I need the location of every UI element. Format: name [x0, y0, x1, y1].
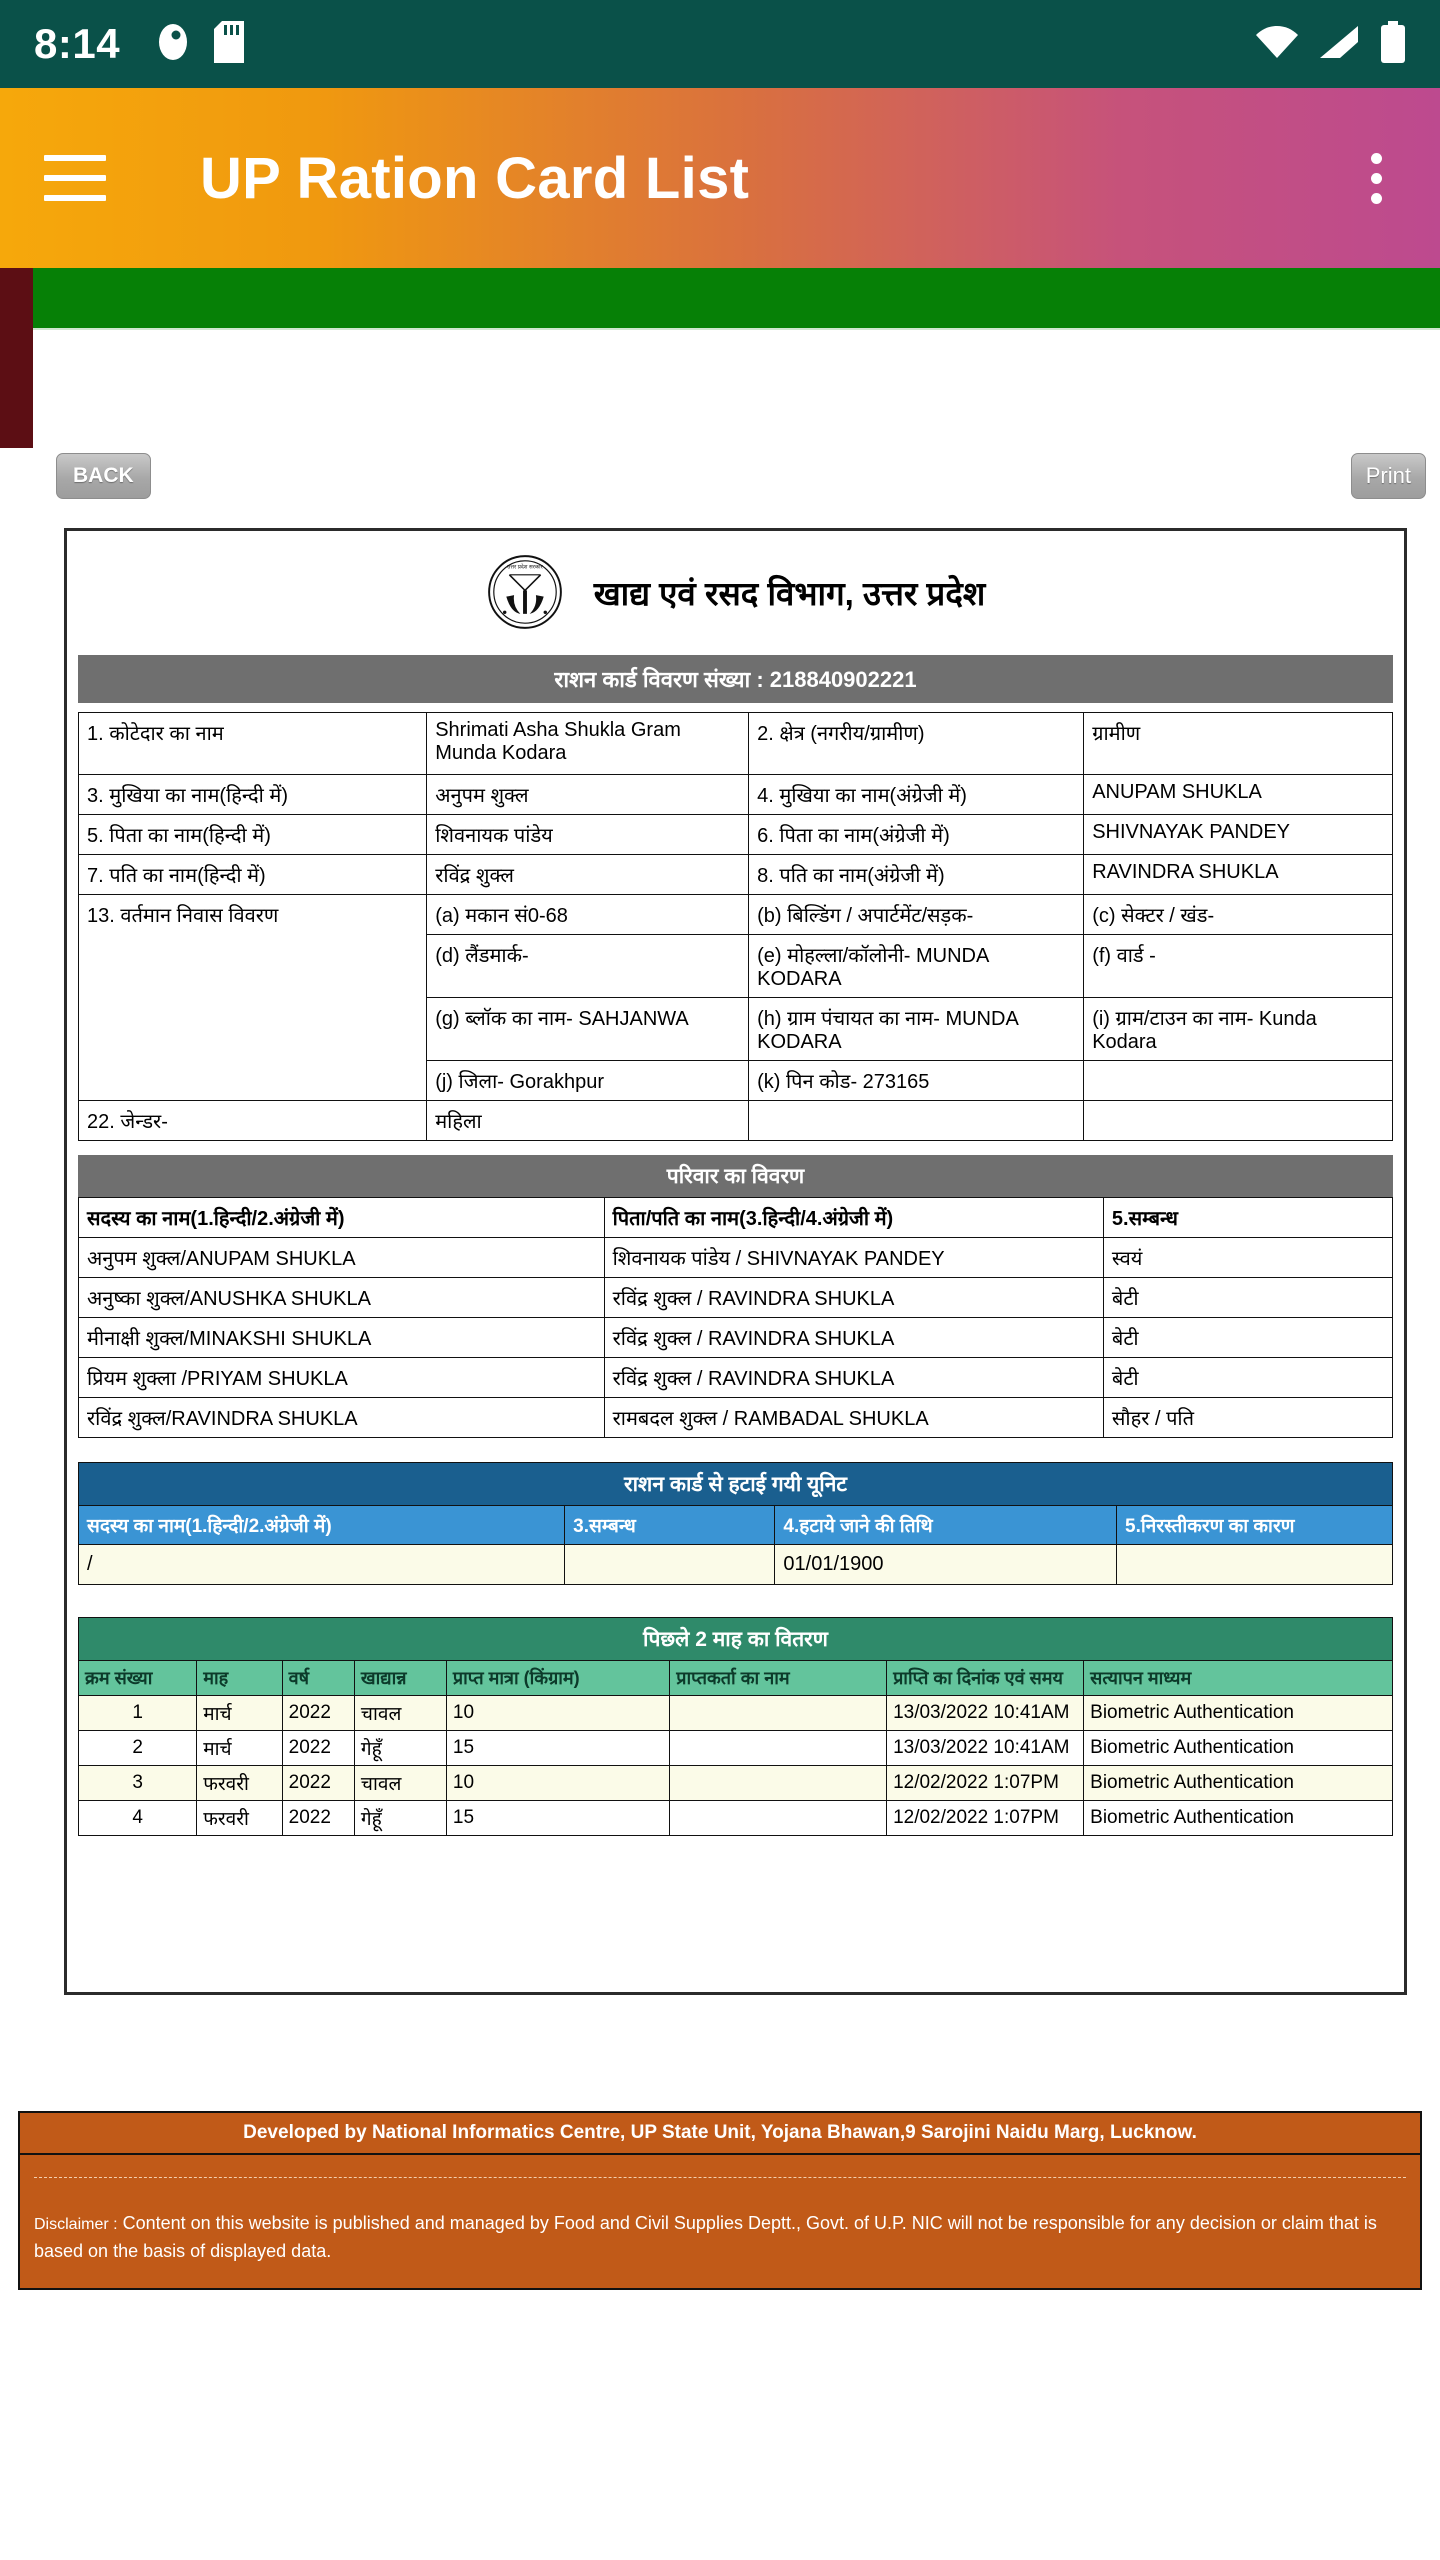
site-footer	[18, 2111, 1422, 2290]
dist-verification: Biometric Authentication	[1084, 1696, 1393, 1731]
footer-developed-by: Developed by National Informatics Centre, UP State Unit, Yojana Bhawan,9 Sarojini Naidu Marg, Lucknow.	[20, 2113, 1420, 2155]
husband-name-english-value: RAVINDRA SHUKLA	[1084, 855, 1393, 895]
hamburger-menu-icon[interactable]	[44, 155, 106, 201]
table-row	[79, 1101, 1393, 1141]
table-row	[79, 855, 1393, 895]
dist-receiver	[670, 1766, 887, 1801]
distribution-section-title: पिछले 2 माह का वितरण	[78, 1617, 1393, 1660]
removed-member-name: /	[79, 1545, 565, 1585]
dist-sno: 1	[79, 1696, 197, 1731]
dist-col-grain: खाद्यान्न	[354, 1661, 446, 1696]
family-guardian-name: रविंद्र शुक्ल / RAVINDRA SHUKLA	[604, 1358, 1103, 1398]
dist-datetime: 12/02/2022 1:07PM	[887, 1766, 1084, 1801]
removed-units-section-title: राशन कार्ड से हटाई गयी यूनिट	[78, 1462, 1393, 1505]
dist-verification: Biometric Authentication	[1084, 1801, 1393, 1836]
head-name-english-label: 4. मुखिया का नाम(अंग्रेजी में)	[749, 775, 1084, 815]
dist-col-year: वर्ष	[282, 1661, 354, 1696]
address-panchayat: (h) ग्राम पंचायत का नाम- MUNDA KODARA	[749, 998, 1084, 1061]
family-relation: बेटी	[1103, 1318, 1392, 1358]
removed-relation	[565, 1545, 775, 1585]
status-bar-notification-icons	[156, 21, 244, 68]
father-name-hindi-label: 5. पिता का नाम(हिन्दी में)	[79, 815, 427, 855]
document-toolbar	[33, 448, 1440, 516]
removed-col-date: 4.हटाये जाने की तिथि	[775, 1506, 1117, 1545]
dealer-name-value: Shrimati Asha Shukla Gram Munda Kodara	[427, 713, 749, 775]
dist-verification: Biometric Authentication	[1084, 1766, 1393, 1801]
head-name-english-value: ANUPAM SHUKLA	[1084, 775, 1393, 815]
address-sector: (c) सेक्टर / खंड-	[1084, 895, 1393, 935]
address-district: (j) जिला- Gorakhpur	[427, 1061, 749, 1101]
family-member-name: अनुपम शुक्ल/ANUPAM SHUKLA	[79, 1238, 605, 1278]
app-notification-icon	[156, 22, 190, 67]
page-bottom-fill	[0, 2290, 1440, 2560]
area-type-label: 2. क्षेत्र (नगरीय/ग्रामीण)	[749, 713, 1084, 775]
status-bar	[0, 0, 1440, 88]
table-row	[79, 775, 1393, 815]
family-guardian-name: शिवनायक पांडेय / SHIVNAYAK PANDEY	[604, 1238, 1103, 1278]
dist-receiver	[670, 1696, 887, 1731]
dist-verification: Biometric Authentication	[1084, 1731, 1393, 1766]
dist-datetime: 13/03/2022 10:41AM	[887, 1731, 1084, 1766]
wifi-icon	[1254, 24, 1300, 65]
table-row	[79, 1358, 1393, 1398]
address-label: 13. वर्तमान निवास विवरण	[79, 895, 427, 1101]
family-member-name: अनुष्का शुक्ल/ANUSHKA SHUKLA	[79, 1278, 605, 1318]
dist-quantity: 15	[446, 1731, 669, 1766]
dist-receiver	[670, 1731, 887, 1766]
family-relation: बेटी	[1103, 1358, 1392, 1398]
dist-month: फरवरी	[197, 1801, 282, 1836]
ration-card-document	[64, 528, 1407, 1995]
footer-disclaimer-label: Disclaimer :	[34, 2216, 118, 2233]
family-member-name: मीनाक्षी शुक्ल/MINAKSHI SHUKLA	[79, 1318, 605, 1358]
address-village: (i) ग्राम/टाउन का नाम- Kunda Kodara	[1084, 998, 1393, 1061]
gender-label: 22. जेन्डर-	[79, 1101, 427, 1141]
husband-name-english-label: 8. पति का नाम(अंग्रेजी में)	[749, 855, 1084, 895]
ration-card-number-bar: राशन कार्ड विवरण संख्या : 218840902221	[78, 655, 1393, 703]
address-empty-cell	[1084, 1061, 1393, 1101]
dist-receiver	[670, 1801, 887, 1836]
family-member-name: रविंद्र शुक्ल/RAVINDRA SHUKLA	[79, 1398, 605, 1438]
uttar-pradesh-government-emblem-icon	[486, 553, 564, 631]
dist-col-verification: सत्यापन माध्यम	[1084, 1661, 1393, 1696]
webview-content	[0, 268, 1440, 2560]
address-colony: (e) मोहल्ला/कॉलोनी- MUNDA KODARA	[749, 935, 1084, 998]
dist-month: मार्च	[197, 1731, 282, 1766]
family-guardian-name: रविंद्र शुक्ल / RAVINDRA SHUKLA	[604, 1278, 1103, 1318]
table-row	[79, 1731, 1393, 1766]
gender-value: महिला	[427, 1101, 749, 1141]
dist-col-quantity: प्राप्त मात्रा (किंग्राम)	[446, 1661, 669, 1696]
sd-card-icon	[214, 21, 244, 68]
dist-year: 2022	[282, 1731, 354, 1766]
removed-col-member: सदस्य का नाम(1.हिन्दी/2.अंग्रेजी में)	[79, 1506, 565, 1545]
family-members-table	[78, 1197, 1393, 1438]
table-row	[79, 713, 1393, 775]
father-name-hindi-value: शिवनायक पांडेय	[427, 815, 749, 855]
site-header-band	[0, 268, 1440, 448]
table-header-row	[79, 1661, 1393, 1696]
husband-name-hindi-value: रविंद्र शुक्ल	[427, 855, 749, 895]
table-header-row	[79, 1506, 1393, 1545]
status-bar-system-icons	[1254, 21, 1406, 68]
family-relation: सौहर / पति	[1103, 1398, 1392, 1438]
dist-col-month: माह	[197, 1661, 282, 1696]
site-green-bar	[33, 268, 1440, 330]
gender-empty-1	[749, 1101, 1084, 1141]
table-row	[79, 1278, 1393, 1318]
table-row	[79, 1398, 1393, 1438]
svg-text:उत्तर प्रदेश सरकार: उत्तर प्रदेश सरकार	[506, 564, 543, 571]
family-relation: स्वयं	[1103, 1238, 1392, 1278]
family-col-relation: 5.सम्बन्ध	[1103, 1198, 1392, 1238]
family-member-name: प्रियम शुक्ला /PRIYAM SHUKLA	[79, 1358, 605, 1398]
dealer-name-label: 1. कोटेदार का नाम	[79, 713, 427, 775]
table-row	[79, 1318, 1393, 1358]
removed-col-reason: 5.निरस्तीकरण का कारण	[1117, 1506, 1393, 1545]
address-building: (b) बिल्डिंग / अपार्टमेंट/सड़क-	[749, 895, 1084, 935]
dist-year: 2022	[282, 1801, 354, 1836]
family-col-member: सदस्य का नाम(1.हिन्दी/2.अंग्रेजी में)	[79, 1198, 605, 1238]
husband-name-hindi-label: 7. पति का नाम(हिन्दी में)	[79, 855, 427, 895]
dist-col-sno: क्रम संख्या	[79, 1661, 197, 1696]
father-name-english-label: 6. पिता का नाम(अंग्रेजी में)	[749, 815, 1084, 855]
dist-sno: 4	[79, 1801, 197, 1836]
dist-datetime: 12/02/2022 1:07PM	[887, 1801, 1084, 1836]
dist-grain: चावल	[354, 1766, 446, 1801]
footer-disclaimer-text: Content on this website is published and managed by Food and Civil Supplies Deptt., Govt. of U.P. NIC will not be responsible for any decision or claim that is based on the basis of displayed data.	[34, 2213, 1377, 2261]
site-white-strip	[33, 330, 1440, 448]
dist-year: 2022	[282, 1696, 354, 1731]
battery-icon	[1380, 21, 1406, 68]
dist-month: फरवरी	[197, 1766, 282, 1801]
card-details-table	[78, 712, 1393, 1141]
area-type-value: ग्रामीण	[1084, 713, 1393, 775]
removed-units-table	[78, 1505, 1393, 1585]
head-name-hindi-value: अनुपम शुक्ल	[427, 775, 749, 815]
table-row	[79, 815, 1393, 855]
family-guardian-name: रविंद्र शुक्ल / RAVINDRA SHUKLA	[604, 1318, 1103, 1358]
gender-empty-2	[1084, 1101, 1393, 1141]
removed-col-relation: 3.सम्बन्ध	[565, 1506, 775, 1545]
dist-col-receiver: प्राप्तकर्ता का नाम	[670, 1661, 887, 1696]
document-bottom-space	[73, 1836, 1398, 1986]
family-guardian-name: रामबदल शुक्ल / RAMBADAL SHUKLA	[604, 1398, 1103, 1438]
address-house-no: (a) मकान सं0-68	[427, 895, 749, 935]
dist-grain: गेहूँ	[354, 1801, 446, 1836]
dist-sno: 2	[79, 1731, 197, 1766]
table-row	[79, 1801, 1393, 1836]
footer-disclaimer	[20, 2178, 1420, 2288]
dist-datetime: 13/03/2022 10:41AM	[887, 1696, 1084, 1731]
app-bar	[0, 88, 1440, 268]
removed-date: 01/01/1900	[775, 1545, 1117, 1585]
back-button[interactable]: BACK	[56, 453, 151, 499]
dist-month: मार्च	[197, 1696, 282, 1731]
table-row	[79, 895, 1393, 935]
dist-quantity: 10	[446, 1696, 669, 1731]
dist-quantity: 10	[446, 1766, 669, 1801]
address-landmark: (d) लैंडमार्क-	[427, 935, 749, 998]
father-name-english-value: SHIVNAYAK PANDEY	[1084, 815, 1393, 855]
table-header-row	[79, 1198, 1393, 1238]
address-pincode: (k) पिन कोड- 273165	[749, 1061, 1084, 1101]
table-row	[79, 1766, 1393, 1801]
distribution-table	[78, 1660, 1393, 1836]
content-spacer	[0, 1995, 1440, 2105]
family-section-title: परिवार का विवरण	[78, 1155, 1393, 1197]
document-header	[73, 531, 1398, 655]
site-footer-wrapper	[0, 2105, 1440, 2290]
document-title: खाद्य एवं रसद विभाग, उत्तर प्रदेश	[593, 574, 986, 612]
address-ward: (f) वार्ड -	[1084, 935, 1393, 998]
removed-reason	[1117, 1545, 1393, 1585]
dist-grain: चावल	[354, 1696, 446, 1731]
dist-col-datetime: प्राप्ति का दिनांक एवं समय	[887, 1661, 1084, 1696]
head-name-hindi-label: 3. मुखिया का नाम(हिन्दी में)	[79, 775, 427, 815]
page-title: UP Ration Card List	[200, 145, 750, 211]
dist-year: 2022	[282, 1766, 354, 1801]
table-row	[79, 1696, 1393, 1731]
dist-sno: 3	[79, 1766, 197, 1801]
status-bar-clock: 8:14	[34, 20, 121, 67]
family-col-guardian: पिता/पति का नाम(3.हिन्दी/4.अंग्रेजी में)	[604, 1198, 1103, 1238]
signal-icon	[1318, 24, 1362, 65]
table-row	[79, 1545, 1393, 1585]
dist-quantity: 15	[446, 1801, 669, 1836]
address-block: (g) ब्लॉक का नाम- SAHJANWA	[427, 998, 749, 1061]
print-button[interactable]: Print	[1351, 453, 1426, 499]
family-relation: बेटी	[1103, 1278, 1392, 1318]
table-row	[79, 1238, 1393, 1278]
more-options-icon[interactable]	[1371, 153, 1396, 204]
dist-grain: गेहूँ	[354, 1731, 446, 1766]
